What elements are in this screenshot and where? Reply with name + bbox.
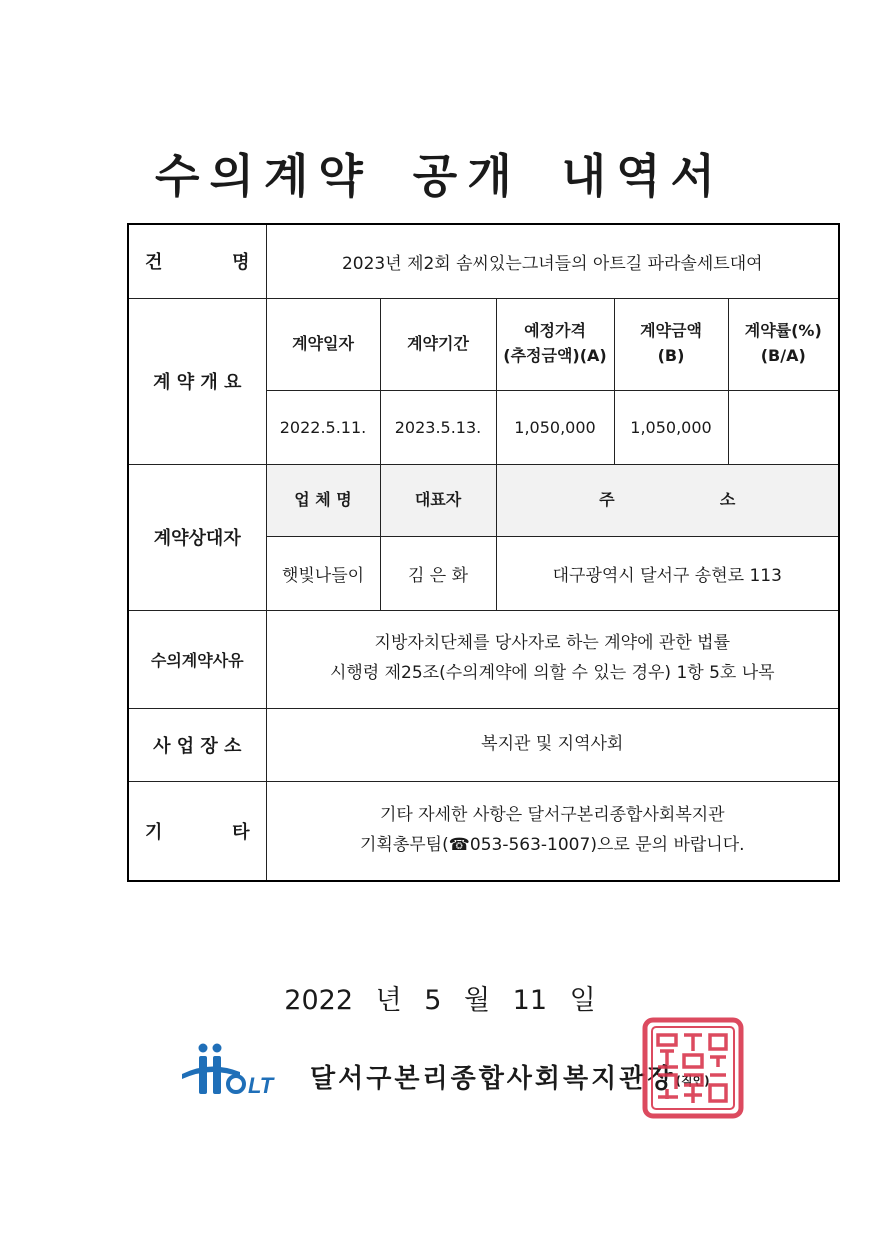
estimated-price-value: 1,050,000 xyxy=(496,390,614,464)
seal-note: (직인) xyxy=(675,1074,710,1088)
representative-header: 대표자 xyxy=(380,464,496,536)
official-seal xyxy=(640,1015,746,1121)
issue-date: 2022 년 5 월 11 일 xyxy=(284,985,596,1016)
reason-value xyxy=(266,610,839,708)
location-value: 복지관 및 지역사회 xyxy=(266,708,839,781)
estimated-price-header xyxy=(496,298,614,390)
contract-rate-header-line1: 계약률(%) xyxy=(744,321,822,341)
org-name-text: 달서구본리종합사회복지관장 xyxy=(310,1064,676,1094)
address-header-char-2: 소 xyxy=(719,489,736,509)
etc-label-char-2: 타 xyxy=(232,821,250,843)
company-value: 햇빛나들이 xyxy=(266,536,380,610)
contract-date-value: 2022.5.11. xyxy=(266,390,380,464)
contract-table xyxy=(127,223,840,882)
location-label: 사 업 장 소 xyxy=(128,708,266,781)
contract-rate-header xyxy=(728,298,839,390)
contract-period-header: 계약기간 xyxy=(380,298,496,390)
item-name-label-char-1: 건 xyxy=(145,252,163,274)
representative-value: 김 은 화 xyxy=(380,536,496,610)
document-title: 수의계약 공개 내역서 xyxy=(155,149,725,203)
overview-header-row xyxy=(128,298,839,390)
reason-line-1: 지방자치단체를 당사자로 하는 계약에 관한 법률 xyxy=(374,633,730,654)
location-row xyxy=(128,708,839,781)
address-value: 대구광역시 달서구 송현로 113 xyxy=(496,536,839,610)
contract-amount-value: 1,050,000 xyxy=(614,390,728,464)
reason-row xyxy=(128,610,839,708)
contract-rate-header-line2: (B/A) xyxy=(760,346,806,365)
etc-label-char-1: 기 xyxy=(145,821,163,843)
estimated-price-header-line2: (추정금액)(A) xyxy=(503,346,607,365)
item-name-value: 2023년 제2회 솜씨있는그녀들의 아트길 파라솔세트대여 xyxy=(266,224,839,298)
address-header-char-1: 주 xyxy=(599,489,615,509)
etc-row xyxy=(128,781,839,881)
etc-line-1: 기타 자세한 사항은 달서구본리종합사회복지관 xyxy=(379,805,725,825)
item-name-row xyxy=(128,224,839,298)
holt-logo xyxy=(180,1040,295,1100)
reason-line-2: 시행령 제25조(수의계약에 의할 수 있는 경우) 1항 5호 나목 xyxy=(329,663,775,683)
etc-line-2: 기획총무팀(☎053-563-1007)으로 문의 바랍니다. xyxy=(359,834,745,855)
contract-amount-header xyxy=(614,298,728,390)
counterparty-header-row xyxy=(128,464,839,536)
reason-label: 수의계약사유 xyxy=(128,610,266,708)
address-header xyxy=(496,464,839,536)
etc-value xyxy=(266,781,839,881)
contract-amount-header-line2: (B) xyxy=(657,346,685,365)
contract-amount-header-line1: 계약금액 xyxy=(640,321,702,341)
counterparty-label: 계약상대자 xyxy=(128,464,266,610)
company-header: 업 체 명 xyxy=(266,464,380,536)
estimated-price-header-line1: 예정가격 xyxy=(524,321,586,341)
etc-label xyxy=(128,781,266,881)
contract-rate-value xyxy=(728,390,839,464)
overview-label: 계 약 개 요 xyxy=(128,298,266,464)
svg-text:LT: LT xyxy=(248,1073,274,1098)
contract-period-value: 2023.5.13. xyxy=(380,390,496,464)
contract-date-header: 계약일자 xyxy=(266,298,380,390)
item-name-label-char-2: 명 xyxy=(232,252,250,274)
item-name-label xyxy=(128,224,266,298)
